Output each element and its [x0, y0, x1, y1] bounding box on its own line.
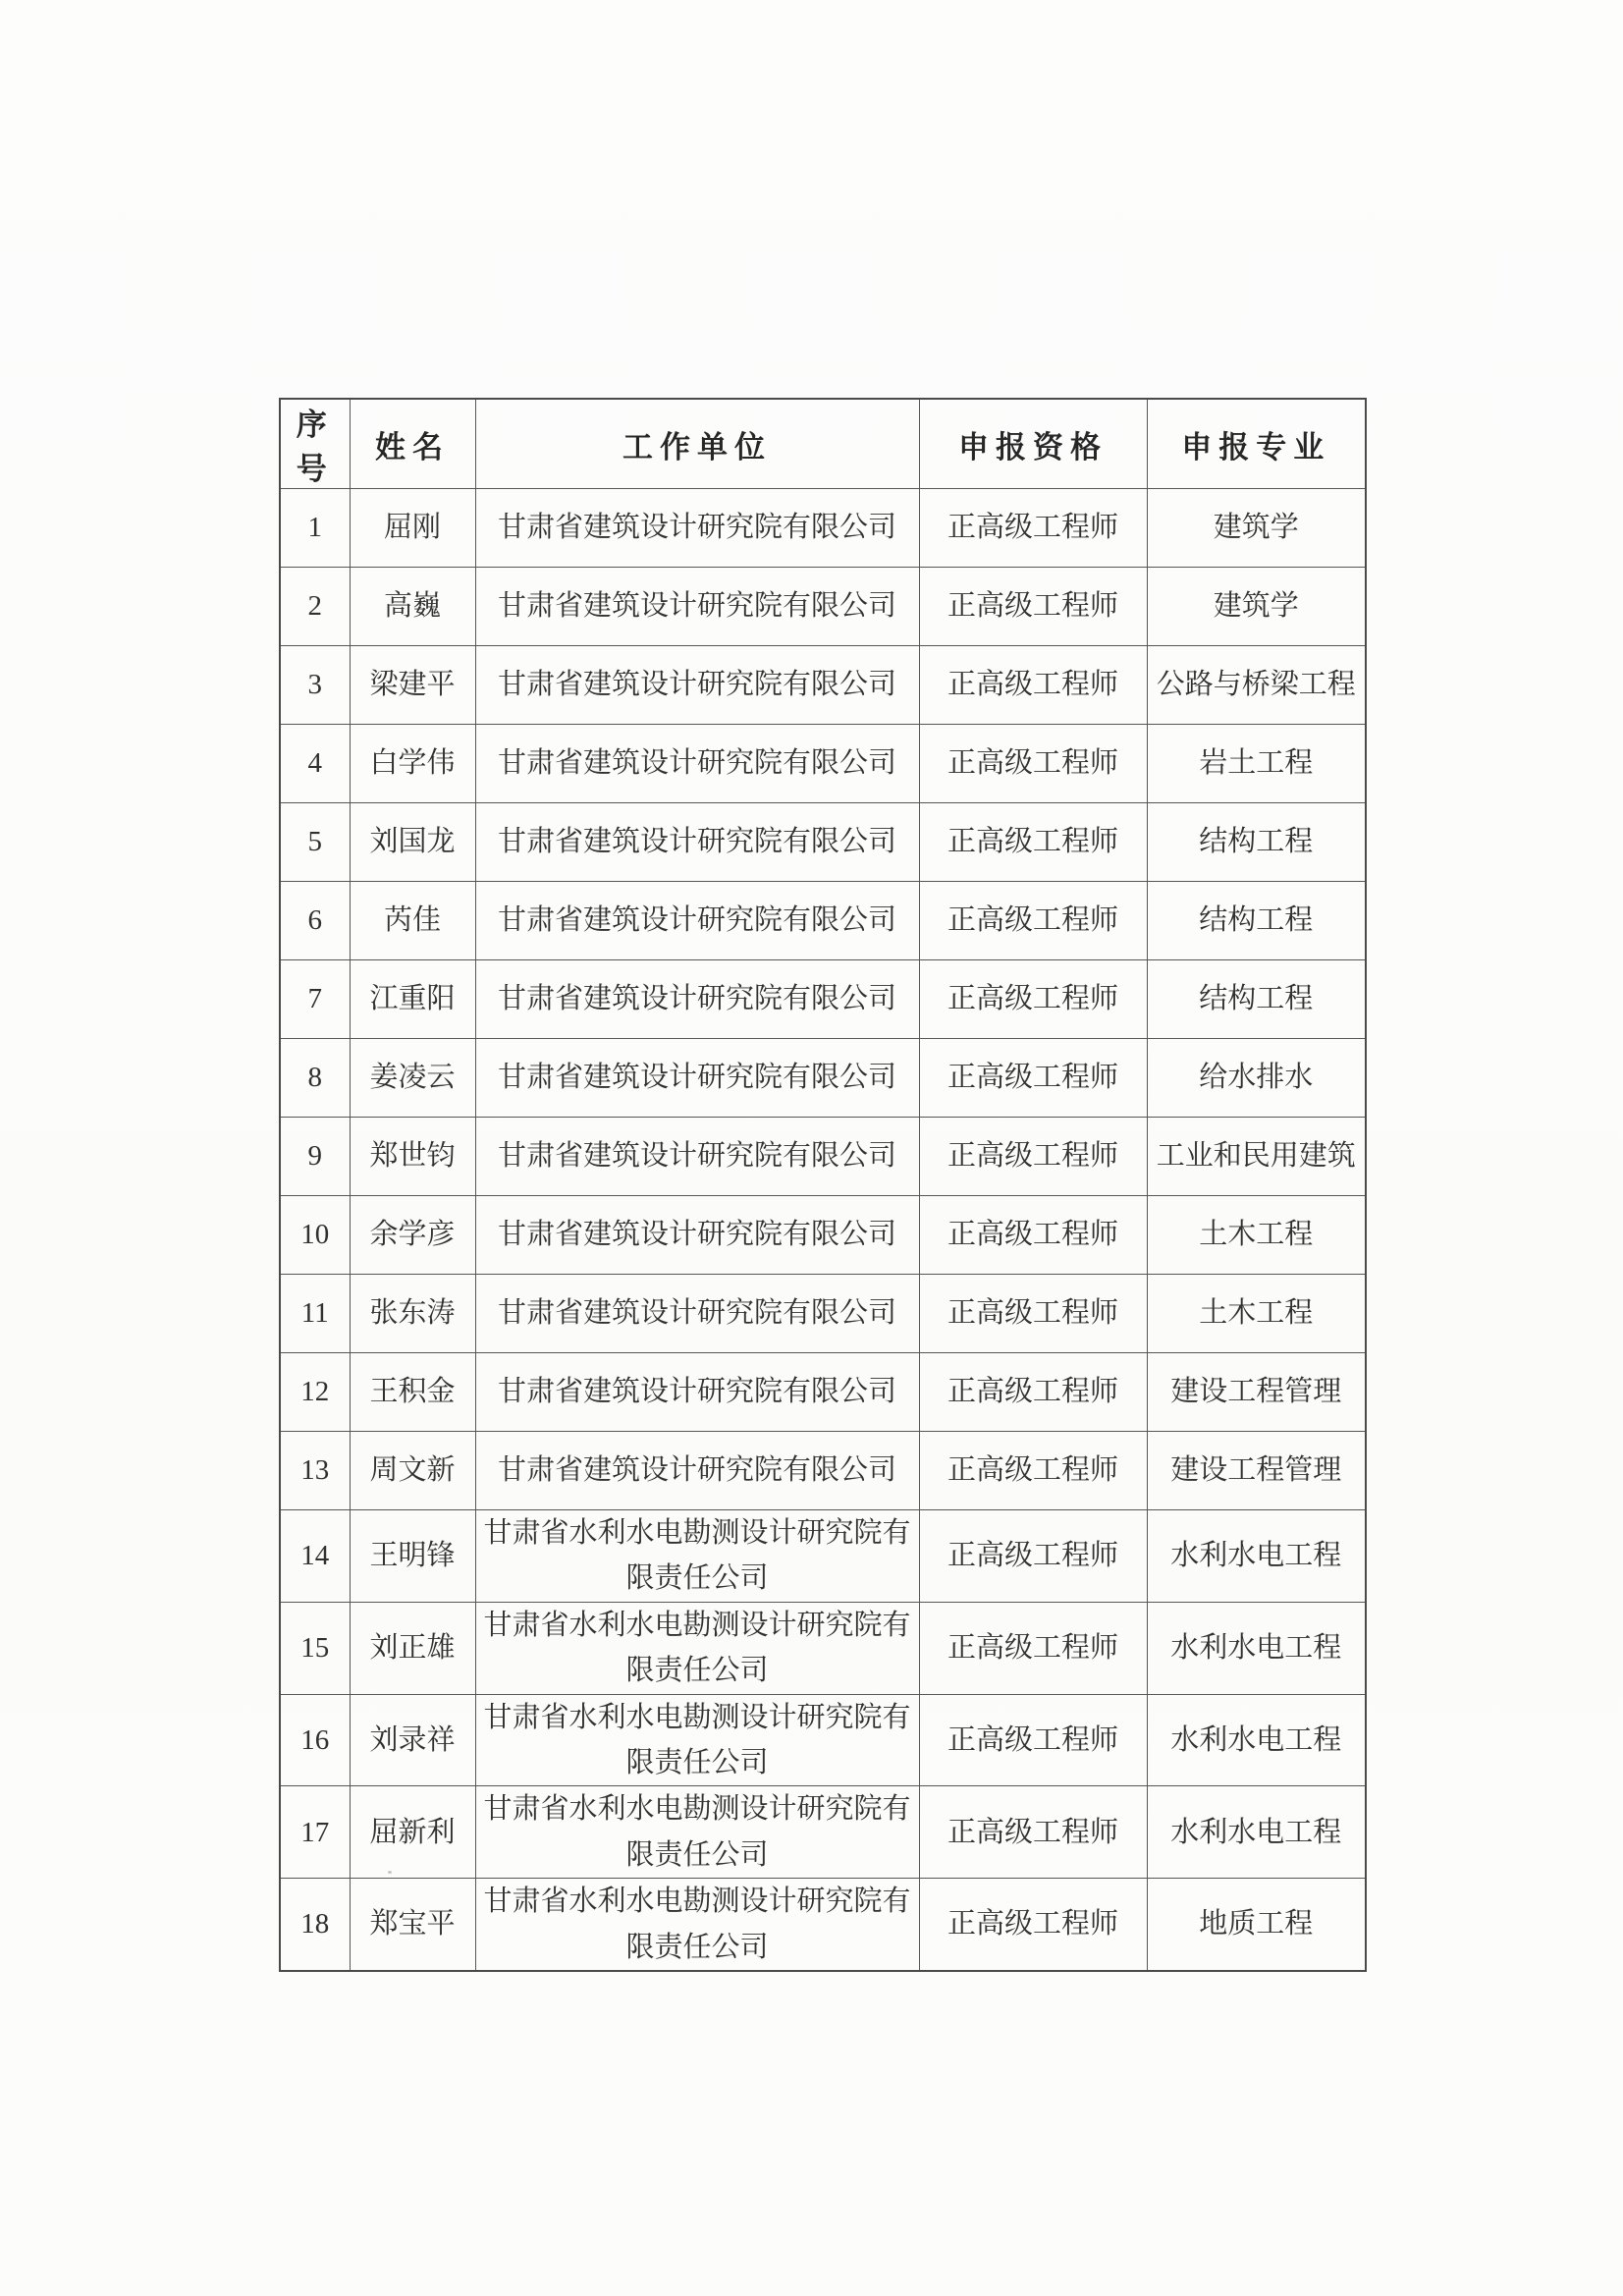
cell-name: 芮佳: [350, 882, 475, 960]
table-row: [280, 1275, 1366, 1353]
table-row: [280, 1879, 1366, 1971]
cell-unit: 甘肃省建筑设计研究院有限公司: [475, 1039, 919, 1118]
cell-name: 高巍: [350, 568, 475, 646]
cell-index: 2: [280, 568, 350, 646]
cell-specialty: 结构工程: [1147, 882, 1366, 960]
cell-qualification: 正高级工程师: [919, 489, 1147, 568]
cell-qualification: 正高级工程师: [919, 1510, 1147, 1603]
cell-index: 12: [280, 1353, 350, 1432]
cell-index: 14: [280, 1510, 350, 1603]
cell-qualification: 正高级工程师: [919, 882, 1147, 960]
cell-specialty: 地质工程: [1147, 1879, 1366, 1971]
column-header-index: 序号: [280, 399, 350, 489]
cell-qualification: 正高级工程师: [919, 1432, 1147, 1510]
table-row: [280, 646, 1366, 725]
cell-specialty: 结构工程: [1147, 803, 1366, 882]
cell-index: 18: [280, 1879, 350, 1971]
cell-index: 7: [280, 960, 350, 1039]
cell-name: 刘国龙: [350, 803, 475, 882]
cell-unit: 甘肃省水利水电勘测设计研究院有限责任公司: [475, 1602, 919, 1694]
scan-speck: [388, 1871, 392, 1874]
table-row: [280, 1432, 1366, 1510]
cell-name: 周文新: [350, 1432, 475, 1510]
cell-unit: 甘肃省水利水电勘测设计研究院有限责任公司: [475, 1694, 919, 1786]
cell-unit: 甘肃省水利水电勘测设计研究院有限责任公司: [475, 1510, 919, 1603]
cell-index: 5: [280, 803, 350, 882]
cell-name: 屈新利: [350, 1786, 475, 1879]
cell-qualification: 正高级工程师: [919, 1039, 1147, 1118]
cell-qualification: 正高级工程师: [919, 1786, 1147, 1879]
cell-name: 白学伟: [350, 725, 475, 803]
table-row: [280, 960, 1366, 1039]
cell-name: 江重阳: [350, 960, 475, 1039]
cell-name: 梁建平: [350, 646, 475, 725]
cell-index: 6: [280, 882, 350, 960]
cell-qualification: 正高级工程师: [919, 1196, 1147, 1275]
column-header-specialty: 申报专业: [1147, 399, 1366, 489]
cell-qualification: 正高级工程师: [919, 568, 1147, 646]
table-row: [280, 1196, 1366, 1275]
cell-specialty: 水利水电工程: [1147, 1786, 1366, 1879]
cell-unit: 甘肃省建筑设计研究院有限公司: [475, 568, 919, 646]
cell-specialty: 水利水电工程: [1147, 1694, 1366, 1786]
cell-index: 4: [280, 725, 350, 803]
cell-unit: 甘肃省水利水电勘测设计研究院有限责任公司: [475, 1879, 919, 1971]
cell-index: 8: [280, 1039, 350, 1118]
cell-unit: 甘肃省建筑设计研究院有限公司: [475, 646, 919, 725]
cell-name: 屈刚: [350, 489, 475, 568]
table-row: [280, 1353, 1366, 1432]
cell-index: 9: [280, 1118, 350, 1196]
cell-unit: 甘肃省建筑设计研究院有限公司: [475, 725, 919, 803]
cell-name: 王明锋: [350, 1510, 475, 1603]
cell-specialty: 土木工程: [1147, 1196, 1366, 1275]
table-row: [280, 1039, 1366, 1118]
cell-specialty: 公路与桥梁工程: [1147, 646, 1366, 725]
table-row: [280, 1694, 1366, 1786]
cell-unit: 甘肃省水利水电勘测设计研究院有限责任公司: [475, 1786, 919, 1879]
cell-unit: 甘肃省建筑设计研究院有限公司: [475, 1118, 919, 1196]
cell-index: 10: [280, 1196, 350, 1275]
cell-index: 16: [280, 1694, 350, 1786]
cell-name: 刘录祥: [350, 1694, 475, 1786]
column-header-unit: 工作单位: [475, 399, 919, 489]
cell-unit: 甘肃省建筑设计研究院有限公司: [475, 960, 919, 1039]
column-header-name: 姓名: [350, 399, 475, 489]
cell-specialty: 水利水电工程: [1147, 1602, 1366, 1694]
cell-index: 13: [280, 1432, 350, 1510]
table-row: [280, 1118, 1366, 1196]
cell-name: 余学彦: [350, 1196, 475, 1275]
cell-name: 姜凌云: [350, 1039, 475, 1118]
table-body: [280, 489, 1366, 1971]
cell-qualification: 正高级工程师: [919, 1353, 1147, 1432]
cell-name: 郑宝平: [350, 1879, 475, 1971]
cell-name: 刘正雄: [350, 1602, 475, 1694]
table-row: [280, 1510, 1366, 1603]
cell-qualification: 正高级工程师: [919, 1694, 1147, 1786]
cell-specialty: 岩土工程: [1147, 725, 1366, 803]
cell-qualification: 正高级工程师: [919, 803, 1147, 882]
cell-qualification: 正高级工程师: [919, 1275, 1147, 1353]
cell-unit: 甘肃省建筑设计研究院有限公司: [475, 1432, 919, 1510]
header-row: [280, 399, 1366, 489]
cell-specialty: 建筑学: [1147, 568, 1366, 646]
table-header: [280, 399, 1366, 489]
cell-specialty: 给水排水: [1147, 1039, 1366, 1118]
cell-specialty: 建设工程管理: [1147, 1432, 1366, 1510]
table-row: [280, 1786, 1366, 1879]
cell-qualification: 正高级工程师: [919, 646, 1147, 725]
cell-index: 15: [280, 1602, 350, 1694]
cell-unit: 甘肃省建筑设计研究院有限公司: [475, 1353, 919, 1432]
cell-index: 17: [280, 1786, 350, 1879]
cell-specialty: 建筑学: [1147, 489, 1366, 568]
table-row: [280, 803, 1366, 882]
cell-specialty: 工业和民用建筑: [1147, 1118, 1366, 1196]
cell-qualification: 正高级工程师: [919, 1118, 1147, 1196]
cell-index: 11: [280, 1275, 350, 1353]
cell-qualification: 正高级工程师: [919, 725, 1147, 803]
table-row: [280, 1602, 1366, 1694]
cell-name: 张东涛: [350, 1275, 475, 1353]
column-header-qualification: 申报资格: [919, 399, 1147, 489]
cell-specialty: 建设工程管理: [1147, 1353, 1366, 1432]
cell-unit: 甘肃省建筑设计研究院有限公司: [475, 489, 919, 568]
applicant-roster-table: [279, 398, 1367, 1972]
cell-specialty: 土木工程: [1147, 1275, 1366, 1353]
cell-name: 郑世钧: [350, 1118, 475, 1196]
cell-qualification: 正高级工程师: [919, 1602, 1147, 1694]
table-row: [280, 489, 1366, 568]
cell-specialty: 水利水电工程: [1147, 1510, 1366, 1603]
cell-qualification: 正高级工程师: [919, 1879, 1147, 1971]
cell-unit: 甘肃省建筑设计研究院有限公司: [475, 1196, 919, 1275]
table-row: [280, 568, 1366, 646]
cell-index: 1: [280, 489, 350, 568]
table-row: [280, 882, 1366, 960]
cell-unit: 甘肃省建筑设计研究院有限公司: [475, 803, 919, 882]
cell-specialty: 结构工程: [1147, 960, 1366, 1039]
cell-unit: 甘肃省建筑设计研究院有限公司: [475, 882, 919, 960]
cell-name: 王积金: [350, 1353, 475, 1432]
cell-qualification: 正高级工程师: [919, 960, 1147, 1039]
table-row: [280, 725, 1366, 803]
cell-index: 3: [280, 646, 350, 725]
cell-unit: 甘肃省建筑设计研究院有限公司: [475, 1275, 919, 1353]
